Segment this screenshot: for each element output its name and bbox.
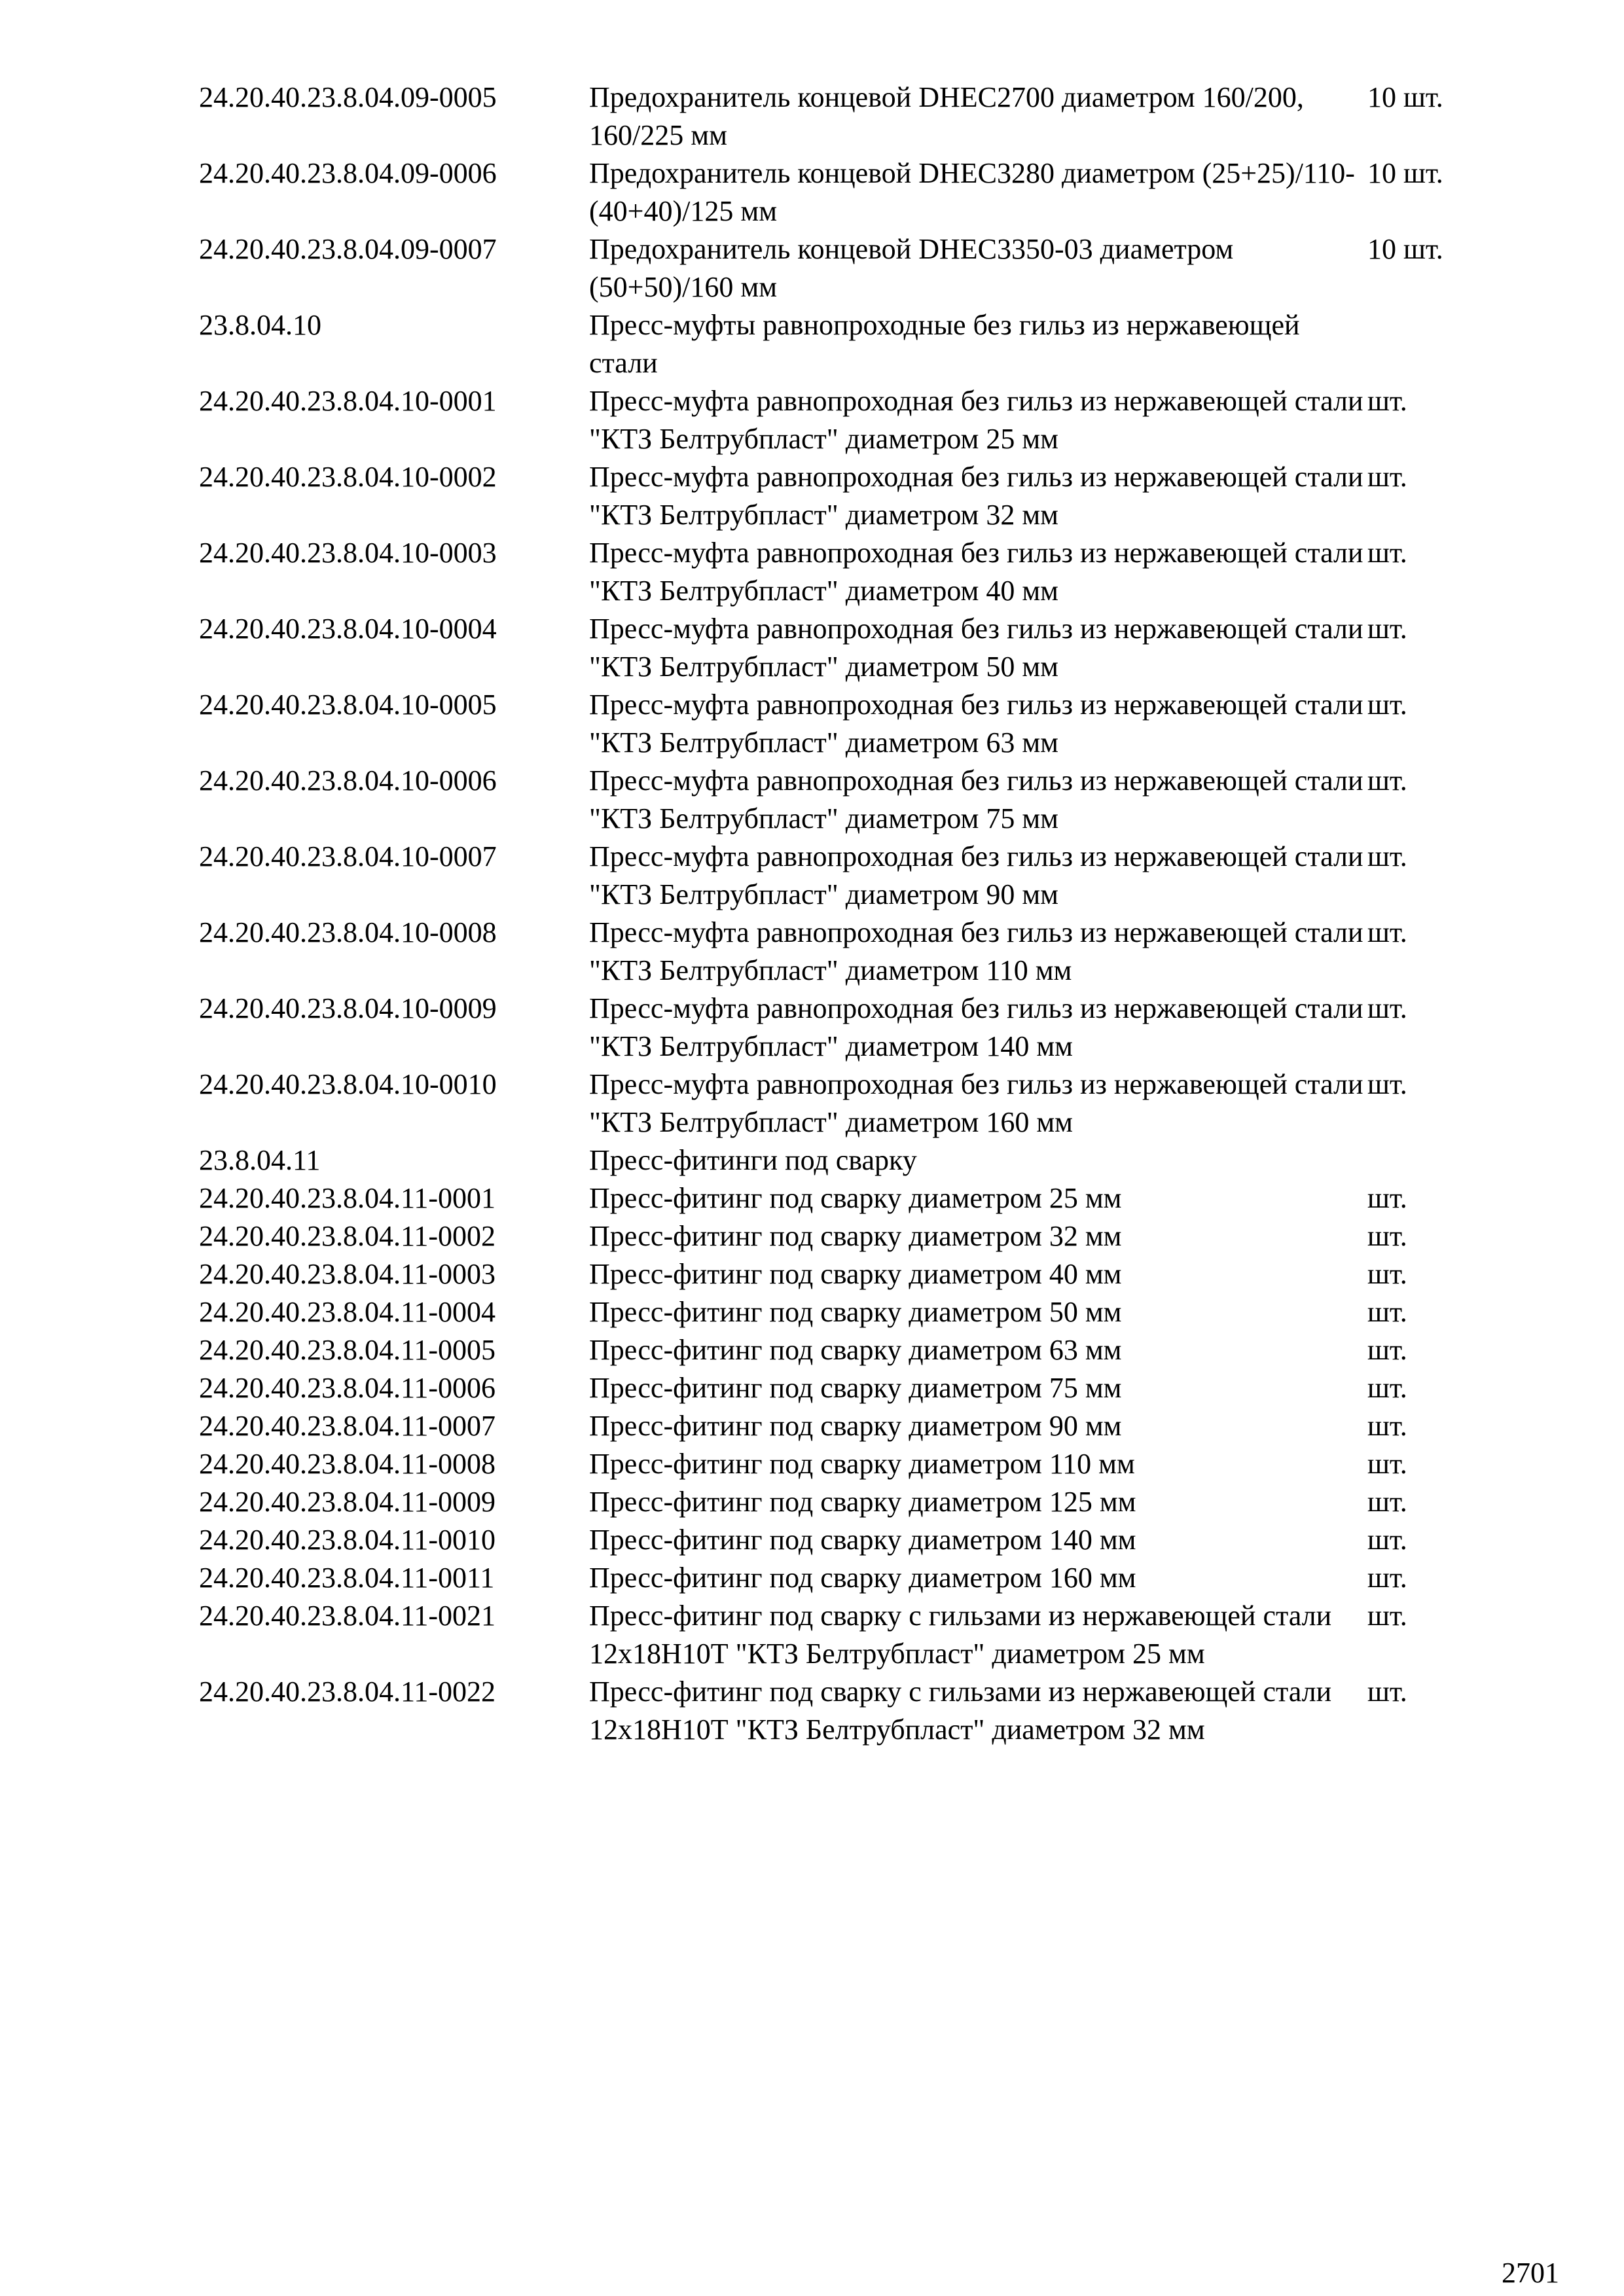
resource-name: Пресс-муфта равнопроходная без гильз из нержавеющей стали "КТЗ Белтрубпласт" диаметром 75 мм xyxy=(589,764,1363,834)
table-row xyxy=(199,382,1495,458)
resource-name: Пресс-муфта равнопроходная без гильз из нержавеющей стали "КТЗ Белтрубпласт" диаметром 63 мм xyxy=(589,689,1363,759)
resource-code: 24.20.40.23.8.04.11-0006 xyxy=(199,1372,496,1404)
unit-of-measure: шт. xyxy=(1367,1068,1407,1100)
table-row xyxy=(199,1217,1495,1255)
resource-name: Пресс-муфта равнопроходная без гильз из нержавеющей стали "КТЗ Белтрубпласт" диаметром 25 мм xyxy=(589,385,1363,455)
resource-name: Пресс-фитинг под сварку диаметром 25 мм xyxy=(589,1182,1122,1214)
table-row xyxy=(199,154,1495,230)
table-row xyxy=(199,686,1495,762)
resource-code: 24.20.40.23.8.04.10-0002 xyxy=(199,461,497,493)
resource-name: Пресс-фитинг под сварку диаметром 40 мм xyxy=(589,1258,1122,1290)
unit-of-measure: шт. xyxy=(1367,1372,1407,1404)
resource-name: Пресс-фитинг под сварку с гильзами из нержавеющей стали 12х18Н10Т "КТЗ Белтрубпласт" диаметром 32 мм xyxy=(589,1676,1332,1746)
section-heading-row xyxy=(199,1141,1495,1179)
resource-name: Пресс-фитинг под сварку диаметром 125 мм xyxy=(589,1486,1136,1518)
resource-code: 24.20.40.23.8.04.11-0008 xyxy=(199,1448,496,1480)
table-row xyxy=(199,534,1495,610)
unit-of-measure: шт. xyxy=(1367,1182,1407,1214)
resource-code: 24.20.40.23.8.04.09-0007 xyxy=(199,233,497,265)
resource-name: Предохранитель концевой DHEC3350-03 диаметром (50+50)/160 мм xyxy=(589,233,1234,303)
resource-code: 24.20.40.23.8.04.09-0006 xyxy=(199,157,497,189)
resource-code: 24.20.40.23.8.04.11-0022 xyxy=(199,1676,496,1708)
resource-code: 24.20.40.23.8.04.11-0010 xyxy=(199,1524,496,1556)
resource-code: 23.8.04.11 xyxy=(199,1144,321,1176)
unit-of-measure: шт. xyxy=(1367,537,1407,569)
table-row xyxy=(199,1179,1495,1217)
unit-of-measure: шт. xyxy=(1367,840,1407,872)
unit-of-measure: шт. xyxy=(1367,1524,1407,1556)
unit-of-measure: шт. xyxy=(1367,1486,1407,1518)
resource-name: Пресс-муфта равнопроходная без гильз из нержавеющей стали "КТЗ Белтрубпласт" диаметром 50 мм xyxy=(589,613,1363,683)
resource-code: 24.20.40.23.8.04.11-0002 xyxy=(199,1220,496,1252)
resource-code: 24.20.40.23.8.04.11-0004 xyxy=(199,1296,496,1328)
resource-code: 24.20.40.23.8.04.10-0005 xyxy=(199,689,497,721)
unit-of-measure: 10 шт. xyxy=(1367,81,1443,113)
unit-of-measure: шт. xyxy=(1367,1296,1407,1328)
unit-of-measure: шт. xyxy=(1367,1334,1407,1366)
unit-of-measure: шт. xyxy=(1367,1220,1407,1252)
unit-of-measure xyxy=(1367,1141,1495,1179)
resource-code: 24.20.40.23.8.04.10-0007 xyxy=(199,840,497,872)
table-row xyxy=(199,838,1495,914)
unit-of-measure: шт. xyxy=(1367,1600,1407,1632)
resource-code: 24.20.40.23.8.04.11-0003 xyxy=(199,1258,496,1290)
unit-of-measure: шт. xyxy=(1367,385,1407,417)
unit-of-measure: шт. xyxy=(1367,1676,1407,1708)
resource-code: 24.20.40.23.8.04.10-0010 xyxy=(199,1068,497,1100)
table-row xyxy=(199,1597,1495,1673)
table-row xyxy=(199,1331,1495,1369)
unit-of-measure: шт. xyxy=(1367,1410,1407,1442)
resource-name: Пресс-фитинг под сварку диаметром 110 мм xyxy=(589,1448,1135,1480)
table-row xyxy=(199,990,1495,1066)
table-row xyxy=(199,1445,1495,1483)
unit-of-measure: шт. xyxy=(1367,689,1407,721)
unit-of-measure: 10 шт. xyxy=(1367,233,1443,265)
resource-code: 24.20.40.23.8.04.11-0005 xyxy=(199,1334,496,1366)
table-row xyxy=(199,1255,1495,1293)
resource-name: Пресс-муфта равнопроходная без гильз из нержавеющей стали "КТЗ Белтрубпласт" диаметром 160 мм xyxy=(589,1068,1363,1138)
unit-of-measure: шт. xyxy=(1367,1448,1407,1480)
resource-name: Пресс-муфта равнопроходная без гильз из нержавеющей стали "КТЗ Белтрубпласт" диаметром 90 мм xyxy=(589,840,1363,910)
resource-name: Пресс-муфта равнопроходная без гильз из нержавеющей стали "КТЗ Белтрубпласт" диаметром 140 мм xyxy=(589,992,1363,1062)
table-row xyxy=(199,762,1495,838)
table-row xyxy=(199,79,1495,154)
table-row xyxy=(199,1369,1495,1407)
unit-of-measure: шт. xyxy=(1367,461,1407,493)
unit-of-measure: шт. xyxy=(1367,1258,1407,1290)
resource-code: 24.20.40.23.8.04.11-0009 xyxy=(199,1486,496,1518)
page-number: 2701 xyxy=(1502,2257,1559,2289)
resource-code: 23.8.04.10 xyxy=(199,309,321,341)
table-row xyxy=(199,914,1495,990)
resource-code: 24.20.40.23.8.04.11-0021 xyxy=(199,1600,496,1632)
resource-name: Пресс-фитинги под сварку xyxy=(589,1144,917,1176)
resource-name: Пресс-фитинг под сварку диаметром 140 мм xyxy=(589,1524,1136,1556)
unit-of-measure: шт. xyxy=(1367,613,1407,645)
table-row xyxy=(199,610,1495,686)
resource-name: Пресс-муфта равнопроходная без гильз из нержавеющей стали "КТЗ Белтрубпласт" диаметром 110 мм xyxy=(589,916,1363,986)
unit-of-measure xyxy=(1367,306,1495,382)
table-row xyxy=(199,1559,1495,1597)
table-row xyxy=(199,1673,1495,1749)
resource-name: Пресс-муфты равнопроходные без гильз из нержавеющей стали xyxy=(589,309,1300,379)
resource-name: Пресс-фитинг под сварку диаметром 32 мм xyxy=(589,1220,1122,1252)
resource-code: 24.20.40.23.8.04.10-0004 xyxy=(199,613,497,645)
table-row xyxy=(199,1407,1495,1445)
table-row xyxy=(199,1066,1495,1141)
unit-of-measure: шт. xyxy=(1367,916,1407,948)
resource-code: 24.20.40.23.8.04.10-0006 xyxy=(199,764,497,797)
resource-name: Пресс-муфта равнопроходная без гильз из нержавеющей стали "КТЗ Белтрубпласт" диаметром 40 мм xyxy=(589,537,1363,607)
table-row xyxy=(199,1293,1495,1331)
resource-code: 24.20.40.23.8.04.10-0008 xyxy=(199,916,497,948)
section-heading-row xyxy=(199,306,1495,382)
resource-name: Пресс-муфта равнопроходная без гильз из нержавеющей стали "КТЗ Белтрубпласт" диаметром 32 мм xyxy=(589,461,1363,531)
resource-code: 24.20.40.23.8.04.10-0009 xyxy=(199,992,497,1024)
resource-code: 24.20.40.23.8.04.10-0001 xyxy=(199,385,497,417)
resource-name: Пресс-фитинг под сварку диаметром 50 мм xyxy=(589,1296,1122,1328)
resource-code: 24.20.40.23.8.04.11-0011 xyxy=(199,1562,495,1594)
resource-name: Предохранитель концевой DHEC3280 диаметром (25+25)/110-(40+40)/125 мм xyxy=(589,157,1355,227)
table-row xyxy=(199,230,1495,306)
resource-name: Пресс-фитинг под сварку с гильзами из нержавеющей стали 12х18Н10Т "КТЗ Белтрубпласт" диаметром 25 мм xyxy=(589,1600,1332,1670)
resource-name: Пресс-фитинг под сварку диаметром 63 мм xyxy=(589,1334,1122,1366)
unit-of-measure: шт. xyxy=(1367,992,1407,1024)
table-row xyxy=(199,1483,1495,1521)
resource-code: 24.20.40.23.8.04.11-0001 xyxy=(199,1182,496,1214)
unit-of-measure: шт. xyxy=(1367,764,1407,797)
resource-table xyxy=(199,79,1495,1749)
table-row xyxy=(199,458,1495,534)
resource-name: Предохранитель концевой DHEC2700 диаметром 160/200, 160/225 мм xyxy=(589,81,1304,151)
resource-code: 24.20.40.23.8.04.09-0005 xyxy=(199,81,497,113)
resource-name: Пресс-фитинг под сварку диаметром 90 мм xyxy=(589,1410,1122,1442)
resource-code: 24.20.40.23.8.04.10-0003 xyxy=(199,537,497,569)
table-body xyxy=(199,79,1495,1749)
resource-name: Пресс-фитинг под сварку диаметром 75 мм xyxy=(589,1372,1122,1404)
resource-code: 24.20.40.23.8.04.11-0007 xyxy=(199,1410,496,1442)
resource-name: Пресс-фитинг под сварку диаметром 160 мм xyxy=(589,1562,1136,1594)
unit-of-measure: 10 шт. xyxy=(1367,157,1443,189)
unit-of-measure: шт. xyxy=(1367,1562,1407,1594)
table-row xyxy=(199,1521,1495,1559)
